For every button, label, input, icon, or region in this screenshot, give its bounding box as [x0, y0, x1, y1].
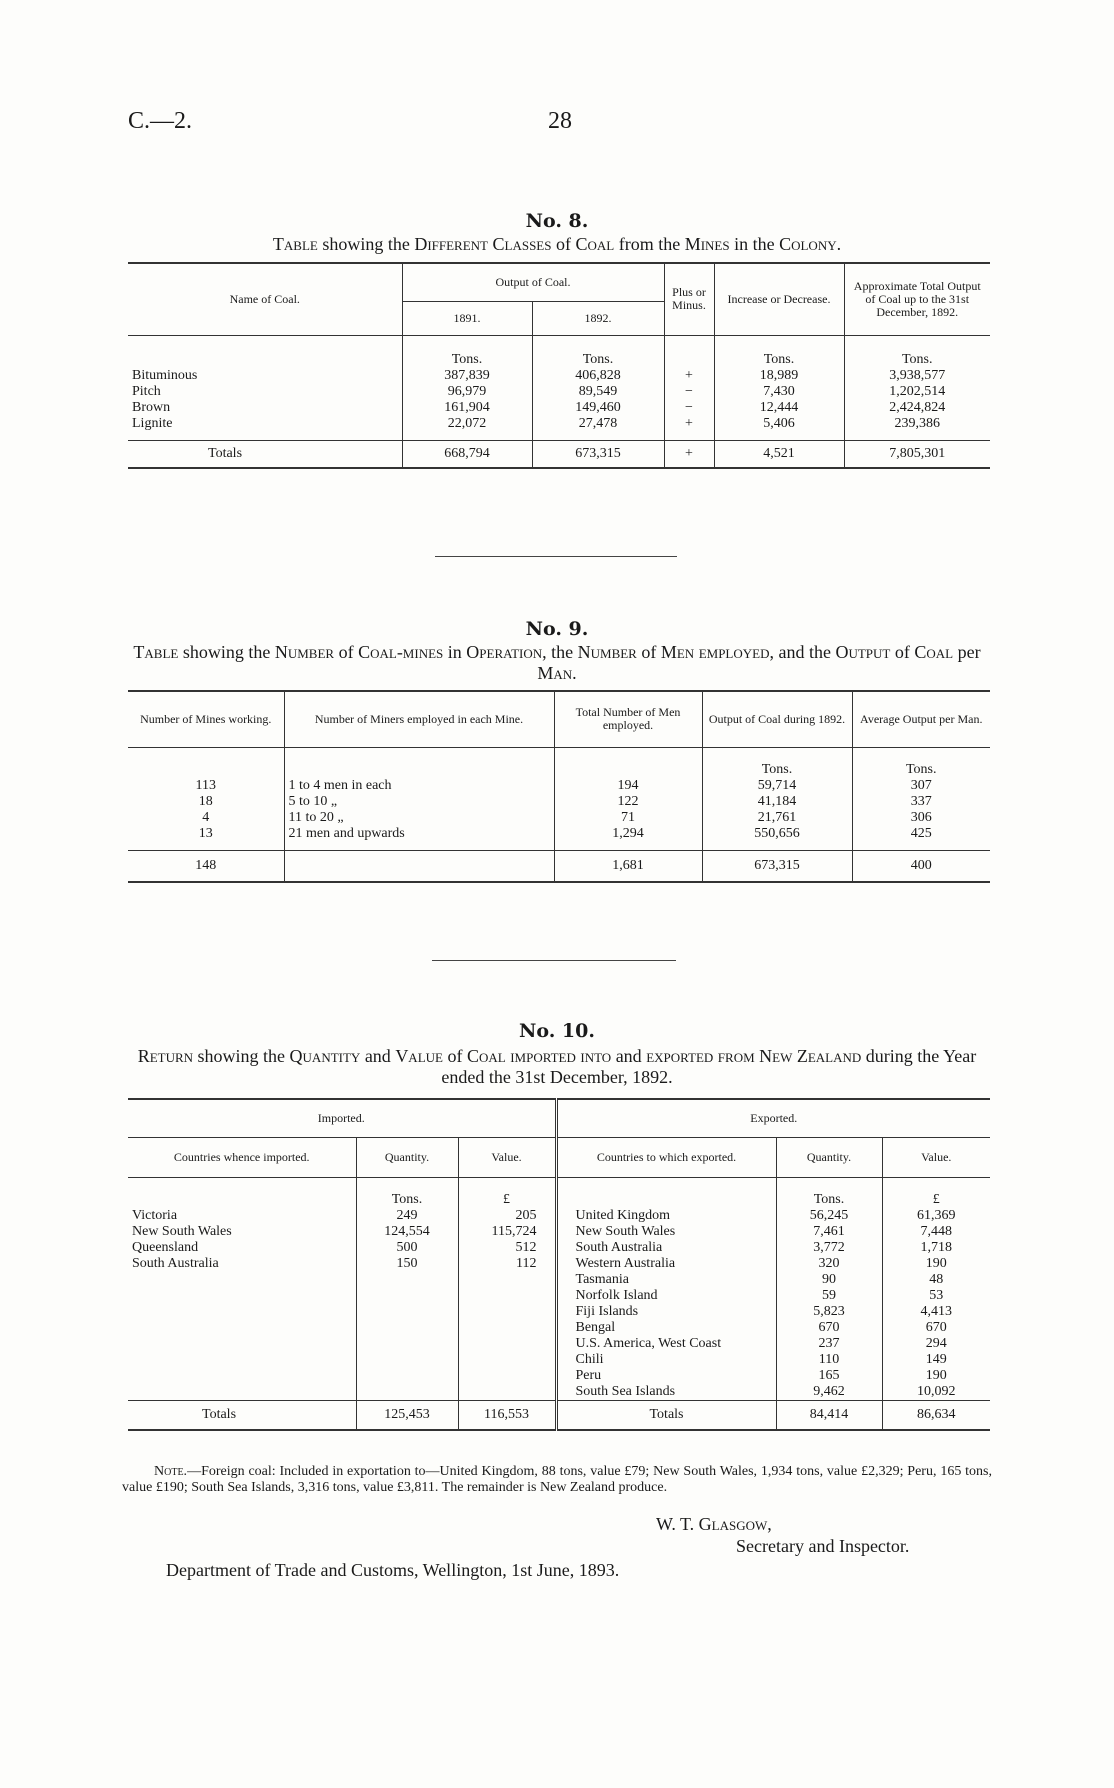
unit-average: Tons.: [852, 747, 990, 778]
export-country: New South Wales: [556, 1224, 776, 1240]
export-country: Bengal: [556, 1320, 776, 1336]
mines-count: 13: [198, 825, 213, 841]
coal-name: Lignite: [132, 415, 173, 431]
value-approx: 2,424,824: [844, 400, 990, 416]
export-quantity: 7,461: [776, 1224, 882, 1240]
import-value: 115,724: [458, 1224, 556, 1240]
table-row: [128, 1272, 990, 1288]
export-country: South Sea Islands: [556, 1384, 776, 1401]
export-country: U.S. America, West Coast: [556, 1336, 776, 1352]
table-row: [128, 416, 990, 441]
caption-word: Men employed: [660, 642, 770, 662]
value-1892: 406,828: [532, 368, 664, 384]
header-increase-decrease: Increase or Decrease.: [714, 263, 844, 335]
total-men-sum: 1,681: [554, 850, 702, 882]
footnote: [122, 1464, 992, 1496]
table-row: [128, 1384, 990, 1401]
footnote-text: —Foreign coal: Included in exportation to—United Kingdom, 88 tons, value £79; New South Wales, 1,934 tons, value £2,329; Peru, 165 tons, value £190; South Sea Islands, 3,316 tons, value £3,811. The remainder is New Zealand produce.: [122, 1464, 992, 1495]
caption-word: exported from New Zealand: [646, 1046, 862, 1066]
caption-word: of: [442, 1046, 467, 1066]
value-incdec: 5,406: [714, 416, 844, 441]
average-value: 306: [852, 810, 990, 826]
export-value: 190: [882, 1256, 990, 1272]
header-1891: 1891.: [402, 301, 532, 335]
export-quantity: 5,823: [776, 1304, 882, 1320]
table-row: [128, 1288, 990, 1304]
export-value: 190: [882, 1368, 990, 1384]
caption-word: .: [572, 663, 577, 683]
caption-word: Different Classes: [414, 234, 552, 254]
export-totals-label: Totals: [556, 1400, 776, 1430]
header-import-quantity: Quantity.: [356, 1137, 458, 1177]
export-quantity: 9,462: [776, 1384, 882, 1401]
export-quantity: 165: [776, 1368, 882, 1384]
export-country: South Australia: [556, 1240, 776, 1256]
totals-row: [128, 1400, 990, 1430]
export-quantity: 59: [776, 1288, 882, 1304]
table-row: [128, 826, 990, 851]
export-total-quantity: 84,414: [776, 1400, 882, 1430]
caption-word: in: [443, 642, 467, 662]
header-plus-minus: Plus or Minus.: [664, 263, 714, 335]
value-1892: 149,460: [532, 400, 664, 416]
unit-approx: Tons.: [844, 335, 990, 368]
export-quantity: 110: [776, 1352, 882, 1368]
table-10-number: No. 10.: [519, 1020, 595, 1042]
import-total-value: 116,553: [458, 1400, 556, 1430]
caption-word: Return: [137, 1046, 194, 1066]
output-value: 550,656: [702, 826, 852, 851]
caption-word: Colony: [779, 234, 837, 254]
table-10: [128, 1098, 990, 1431]
table-row: [128, 794, 990, 810]
unit-export-quantity: Tons.: [776, 1177, 882, 1208]
export-country: Peru: [556, 1368, 776, 1384]
table-row: [128, 778, 990, 794]
caption-word: in the: [729, 234, 780, 254]
table-row: [128, 1320, 990, 1336]
caption-word: showing the: [193, 1046, 290, 1066]
caption-word: Output: [835, 642, 891, 662]
header-approx-total: Approximate Total Output of Coal up to the 31st December, 1892.: [844, 263, 990, 335]
export-value: 149: [882, 1352, 990, 1368]
export-country: Norfolk Island: [556, 1288, 776, 1304]
coal-name: Pitch: [132, 383, 161, 399]
total-incdec: 4,521: [714, 440, 844, 468]
total-1892: 673,315: [532, 440, 664, 468]
value-incdec: 12,444: [714, 400, 844, 416]
export-total-value: 86,634: [882, 1400, 990, 1430]
import-total-quantity: 125,453: [356, 1400, 458, 1430]
unit-import-value: £: [458, 1177, 556, 1208]
caption-word: Coal: [914, 642, 954, 662]
value-1891: 161,904: [402, 400, 532, 416]
unit-export-value: £: [882, 1177, 990, 1208]
mines-count: 113: [195, 777, 216, 793]
output-value: 59,714: [702, 778, 852, 794]
value-1891: 387,839: [402, 368, 532, 384]
table-row: [128, 1224, 990, 1240]
unit-1892: Tons.: [532, 335, 664, 368]
export-value: 670: [882, 1320, 990, 1336]
coal-name: Brown: [132, 399, 171, 415]
export-country: Tasmania: [556, 1272, 776, 1288]
table-row: [128, 1256, 990, 1272]
caption-word: Value: [395, 1046, 443, 1066]
header-average: Average Output per Man.: [852, 691, 990, 747]
export-value: 48: [882, 1272, 990, 1288]
export-country: United Kingdom: [556, 1208, 776, 1224]
caption-word: Table: [133, 642, 179, 662]
section-divider: [432, 960, 676, 961]
total-output: 673,315: [702, 850, 852, 882]
caption-word: Table: [272, 234, 318, 254]
total-mines: 148: [128, 850, 284, 882]
caption-word: per: [953, 642, 981, 662]
table-row: [128, 368, 990, 384]
export-country: Western Australia: [556, 1256, 776, 1272]
header-import-country: Countries whence imported.: [128, 1137, 356, 1177]
footnote-lead: Note.: [154, 1464, 188, 1479]
caption-word: Coal imported into: [466, 1046, 612, 1066]
export-value: 294: [882, 1336, 990, 1352]
export-quantity: 320: [776, 1256, 882, 1272]
page-reference: C.—2.: [128, 108, 193, 134]
export-value: 1,718: [882, 1240, 990, 1256]
export-quantity: 3,772: [776, 1240, 882, 1256]
department-line: Department of Trade and Customs, Wellington, 1st June, 1893.: [166, 1560, 620, 1580]
value-1891: 22,072: [402, 416, 532, 441]
caption-word: showing the: [178, 642, 275, 662]
import-country: South Australia: [132, 1255, 219, 1271]
table-8: [128, 262, 990, 469]
caption-word: and: [611, 1046, 647, 1066]
value-approx: 1,202,514: [844, 384, 990, 400]
total-approx: 7,805,301: [844, 440, 990, 468]
caption-word: of: [334, 642, 359, 662]
caption-word: Number: [577, 642, 637, 662]
import-value: 205: [458, 1208, 556, 1224]
export-value: 7,448: [882, 1224, 990, 1240]
caption-word: Coal: [575, 234, 615, 254]
export-quantity: 56,245: [776, 1208, 882, 1224]
table-9-caption: [122, 642, 992, 684]
table-row: [128, 1304, 990, 1320]
value-incdec: 18,989: [714, 368, 844, 384]
sign: −: [664, 400, 714, 416]
table-row: [128, 1368, 990, 1384]
export-value: 53: [882, 1288, 990, 1304]
value-approx: 3,938,577: [844, 368, 990, 384]
totals-label: Totals: [128, 440, 402, 468]
export-value: 10,092: [882, 1384, 990, 1401]
signature-name: W. T. Glasgow,: [656, 1514, 772, 1534]
import-country: New South Wales: [132, 1223, 232, 1239]
export-quantity: 237: [776, 1336, 882, 1352]
import-quantity: 500: [356, 1240, 458, 1256]
caption-word: , the: [542, 642, 578, 662]
import-quantity: 150: [356, 1256, 458, 1272]
mines-count: 18: [198, 793, 213, 809]
value-approx: 239,386: [844, 416, 990, 441]
caption-word: , and the: [769, 642, 836, 662]
caption-word: and: [360, 1046, 396, 1066]
table-8-caption: [122, 234, 992, 255]
coal-name: Bituminous: [132, 367, 198, 383]
table-row: [128, 1336, 990, 1352]
header-output: Output of Coal during 1892.: [702, 691, 852, 747]
caption-word: of: [551, 234, 576, 254]
export-value: 4,413: [882, 1304, 990, 1320]
miners-range: 5 to 10 „: [284, 794, 554, 810]
unit-incdec: Tons.: [714, 335, 844, 368]
table-row: [128, 400, 990, 416]
output-value: 21,761: [702, 810, 852, 826]
caption-word: of: [890, 642, 915, 662]
unit-output: Tons.: [702, 747, 852, 778]
table-9: [128, 690, 990, 883]
average-value: 307: [852, 778, 990, 794]
export-quantity: 90: [776, 1272, 882, 1288]
header-mines: Number of Mines working.: [128, 691, 284, 747]
miners-range: 21 men and upwards: [284, 826, 554, 851]
unit-1891: Tons.: [402, 335, 532, 368]
total-1891: 668,794: [402, 440, 532, 468]
page-number: 28: [548, 108, 572, 134]
export-country: Fiji Islands: [556, 1304, 776, 1320]
average-value: 425: [852, 826, 990, 851]
import-country: Queensland: [132, 1239, 199, 1255]
value-incdec: 7,430: [714, 384, 844, 400]
import-country: Victoria: [132, 1207, 178, 1223]
caption-word: .: [836, 234, 842, 254]
caption-word: Coal-mines: [358, 642, 444, 662]
output-value: 41,184: [702, 794, 852, 810]
table-row: [128, 1240, 990, 1256]
total-men: 194: [554, 778, 702, 794]
sign: +: [664, 416, 714, 441]
table-8-number: No. 8.: [525, 210, 589, 232]
table-row: [128, 384, 990, 400]
caption-word: Man: [537, 663, 573, 683]
header-output: Output of Coal.: [402, 263, 664, 301]
caption-word: Quantity: [289, 1046, 361, 1066]
caption-word: Operation: [466, 642, 543, 662]
header-export-quantity: Quantity.: [776, 1137, 882, 1177]
export-value: 61,369: [882, 1208, 990, 1224]
total-men: 1,294: [554, 826, 702, 851]
caption-word: during the Year ended the 31st December, 1892.: [441, 1046, 977, 1087]
caption-word: Number: [274, 642, 335, 662]
import-value: 512: [458, 1240, 556, 1256]
total-men: 71: [554, 810, 702, 826]
sign: +: [664, 368, 714, 384]
caption-word: showing the: [317, 234, 415, 254]
export-quantity: 670: [776, 1320, 882, 1336]
table-10-caption: [122, 1046, 992, 1088]
header-total-men: Total Number of Men employed.: [554, 691, 702, 747]
value-1892: 89,549: [532, 384, 664, 400]
header-1892: 1892.: [532, 301, 664, 335]
unit-import-quantity: Tons.: [356, 1177, 458, 1208]
table-row: [128, 1352, 990, 1368]
header-export-country: Countries to which exported.: [556, 1137, 776, 1177]
value-1892: 27,478: [532, 416, 664, 441]
import-value: 112: [458, 1256, 556, 1272]
table-row: [128, 810, 990, 826]
import-totals-label: Totals: [128, 1400, 356, 1430]
header-export-value: Value.: [882, 1137, 990, 1177]
totals-row: [128, 440, 990, 468]
caption-word: of: [636, 642, 661, 662]
total-sign: +: [664, 440, 714, 468]
total-men: 122: [554, 794, 702, 810]
signature-title: Secretary and Inspector.: [736, 1536, 910, 1556]
header-imported: Imported.: [128, 1099, 556, 1137]
mines-count: 4: [202, 809, 210, 825]
totals-row: [128, 850, 990, 882]
miners-range: 1 to 4 men in each: [284, 778, 554, 794]
caption-word: from the: [614, 234, 685, 254]
import-quantity: 249: [356, 1208, 458, 1224]
sign: −: [664, 384, 714, 400]
table-row: [128, 1208, 990, 1224]
export-country: Chili: [556, 1352, 776, 1368]
section-divider: [435, 556, 677, 557]
header-import-value: Value.: [458, 1137, 556, 1177]
total-average: 400: [852, 850, 990, 882]
miners-range: 11 to 20 „: [284, 810, 554, 826]
value-1891: 96,979: [402, 384, 532, 400]
table-9-number: No. 9.: [525, 618, 589, 640]
import-quantity: 124,554: [356, 1224, 458, 1240]
header-exported: Exported.: [556, 1099, 990, 1137]
caption-word: Mines: [684, 234, 730, 254]
average-value: 337: [852, 794, 990, 810]
header-name: Name of Coal.: [128, 263, 402, 335]
header-miners: Number of Miners employed in each Mine.: [284, 691, 554, 747]
